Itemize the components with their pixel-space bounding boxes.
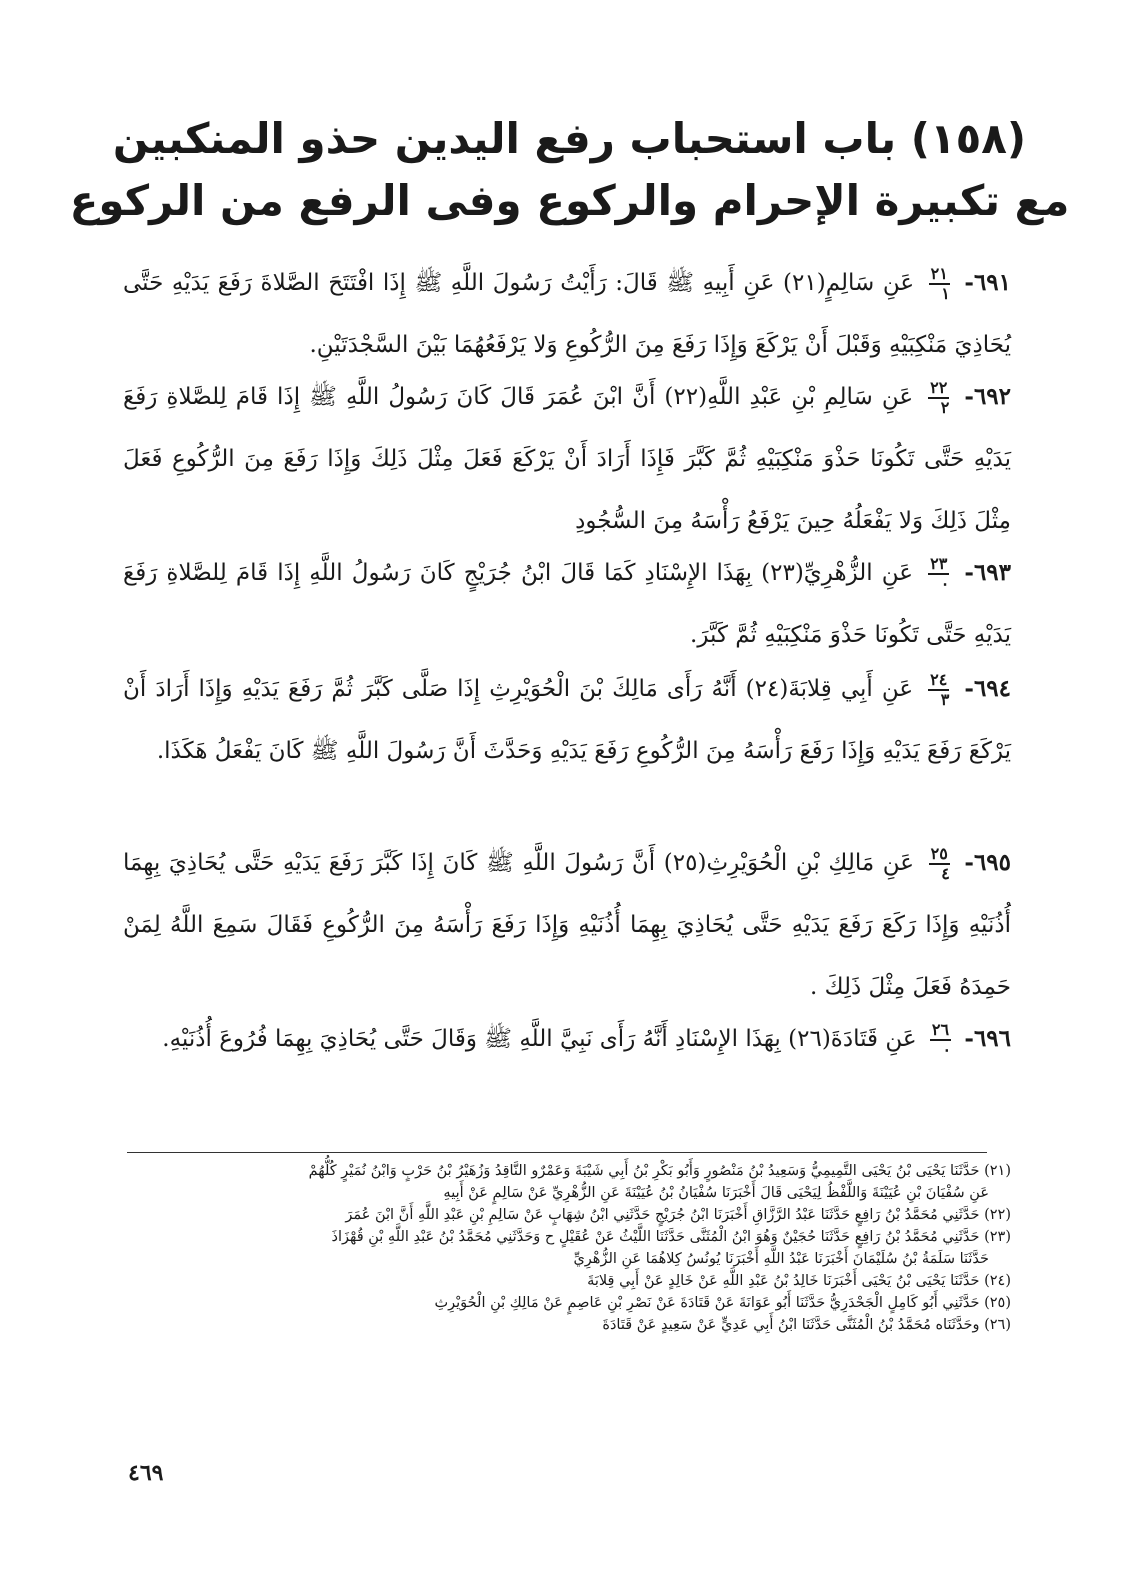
hadith-number: ٦٩٤- xyxy=(964,675,1011,702)
footnote-26 xyxy=(121,1314,1011,1336)
hadith-fraction: $\frac{٢٢}{٢}$ xyxy=(930,378,950,417)
page-number: ٤٦٩ xyxy=(128,1460,164,1486)
hadith-number: ٦٩٣- xyxy=(964,559,1011,586)
chapter-title-line-2: مع تكبيرة الإحرام والركوع وفى الرفع من الركوع xyxy=(69,176,1070,225)
hadith-number: ٦٩٥- xyxy=(964,849,1012,876)
footnotes xyxy=(121,1160,1011,1336)
hadith-696 xyxy=(123,1008,1011,1070)
hadith-693 xyxy=(123,542,1011,666)
footnote-text: حَدَّثَنِي مُحَمَّدُ بْنُ رَافِعٍ حَدَّثَنَا حُجَيْنٌ وَهُوَ ابْنُ الْمُثَنَّى حَدَّثَنَا اللَّيْثُ عَنْ عُقَيْلٍ ح وَحَدَّثَنِي مُحَمَّدُ بْنُ عَبْدِ اللَّهِ بْنِ قُهْزَاذَ xyxy=(331,1229,980,1245)
hadith-text: عَنِ الزُّهْرِيِّ(٢٣) بِهَذَا الإِسْنَادِ كَمَا قَالَ ابْنُ جُرَيْجٍ كَانَ رَسُولُ اللَّهِ إِذَا قَامَ لِلصَّلاةِ رَفَعَ يَدَيْهِ حَتَّى تَكُونَا حَذْوَ مَنْكِبَيْهِ ثُمَّ كَبَّرَ. xyxy=(123,560,1011,648)
hadith-694 xyxy=(123,658,1011,782)
hadith-691 xyxy=(123,252,1011,376)
hadith-text: عَنِ قَتَادَةَ(٢٦) بِهَذَا الإِسْنَادِ أَنَّهُ رَأَى نَبِيَّ اللَّهِ ﷺ وَقَالَ حَتَّى يُحَاذِيَ بِهِمَا فُرُوعَ أُذُنَيْهِ. xyxy=(162,1026,917,1052)
hadith-695 xyxy=(123,832,1011,1018)
hadith-number: ٦٩١- xyxy=(964,269,1011,296)
footnote-label: (٢٦) xyxy=(984,1317,1011,1333)
footnote-text: وحَدَّثَنَاه مُحَمَّدُ بْنُ الْمُثَنَّى حَدَّثَنَا ابْنُ أَبِي عَدِيٍّ عَنْ سَعِيدٍ عَنْ قَتَادَةَ xyxy=(602,1317,980,1333)
hadith-text: عَنِ سَالِمٍ(٢١) عَنِ أَبِيهِ ﷺ قَالَ: رَأَيْتُ رَسُولَ اللَّهِ ﷺ إِذَا افْتَتَحَ الصَّلاةَ رَفَعَ يَدَيْهِ حَتَّى يُحَاذِيَ مَنْكِبَيْهِ وَقَبْلَ أَنْ يَرْكَعَ وَإِذَا رَفَعَ مِنَ الرُّكُوعِ وَلا يَرْفَعُهُمَا بَيْنَ السَّجْدَتَيْنِ. xyxy=(123,270,1011,358)
hadith-fraction: $\frac{٢١}{١}$ xyxy=(930,264,950,303)
footnote-21 xyxy=(121,1160,1011,1204)
footnote-label: (٢٢) xyxy=(984,1207,1011,1223)
hadith-text: عَنِ أَبِي قِلابَةَ(٢٤) أَنَّهُ رَأَى مَالِكَ بْنَ الْحُوَيْرِثِ إِذَا صَلَّى كَبَّرَ ثُمَّ رَفَعَ يَدَيْهِ وَإِذَا أَرَادَ أَنْ يَرْكَعَ رَفَعَ يَدَيْهِ وَإِذَا رَفَعَ رَأْسَهُ مِنَ الرُّكُوعِ رَفَعَ يَدَيْهِ وَحَدَّثَ أَنَّ رَسُولَ اللَّهِ ﷺ كَانَ يَفْعَلُ هَكَذَا. xyxy=(123,676,1011,764)
hadith-text: عَنِ سَالِمِ بْنِ عَبْدِ اللَّهِ(٢٢) أَنَّ ابْنَ عُمَرَ قَالَ كَانَ رَسُولُ اللَّهِ ﷺ إِذَا قَامَ لِلصَّلاةِ رَفَعَ يَدَيْهِ حَتَّى تَكُونَا حَذْوَ مَنْكِبَيْهِ ثُمَّ كَبَّرَ فَإِذَا أَرَادَ أَنْ يَرْكَعَ فَعَلَ مِثْلَ ذَلِكَ وَإِذَا رَفَعَ مِنَ الرُّكُوعِ فَعَلَ مِثْلَ ذَلِكَ وَلا يَفْعَلُهُ حِينَ يَرْفَعُ رَأْسَهُ مِنَ السُّجُودِ xyxy=(123,384,1011,534)
footnote-22 xyxy=(121,1204,1011,1226)
footnote-text: حَدَّثَنِي مُحَمَّدُ بْنُ رَافِعٍ حَدَّثَنَا عَبْدُ الرَّزَّاقِ أَخْبَرَنَا ابْنُ جُرَيْجٍ حَدَّثَنِي ابْنُ شِهَابٍ عَنْ سَالِمِ بْنِ عَبْدِ اللَّهِ أَنَّ ابْنَ عُمَرَ xyxy=(345,1207,980,1223)
footnote-label: (٢٣) xyxy=(984,1229,1011,1245)
footnote-text: حَدَّثَنَا يَحْيَى بْنُ يَحْيَى أَخْبَرَنَا خَالِدُ بْنُ عَبْدِ اللَّهِ عَنْ خَالِدٍ عَنْ أَبِي قِلابَةَ xyxy=(587,1273,980,1289)
hadith-fraction: $\frac{٢٤}{٣}$ xyxy=(930,670,950,709)
footnote-text: حَدَّثَنِي أَبُو كَامِلٍ الْجَحْدَرِيُّ حَدَّثَنَا أَبُو عَوَانَةَ عَنْ قَتَادَةَ عَنْ نَصْرِ بْنِ عَاصِمٍ عَنْ مَالِكِ بْنِ الْحُوَيْرِثِ xyxy=(434,1295,980,1311)
footnote-text: حَدَّثَنَا يَحْيَى بْنُ يَحْيَى التَّمِيمِيُّ وَسَعِيدُ بْنُ مَنْصُورٍ وَأَبُو بَكْرِ بْنُ أَبِي شَيْبَةَ وَعَمْرٌو النَّاقِدُ وَزُهَيْرُ بْنُ حَرْبٍ وَابْنُ نُمَيْرٍ كُلُّهُمْ xyxy=(308,1163,980,1179)
hadith-fraction: $\frac{٢٣}{٠}$ xyxy=(930,554,950,593)
hadith-text: عَنِ مَالِكِ بْنِ الْحُوَيْرِثِ(٢٥) أَنَّ رَسُولَ اللَّهِ ﷺ كَانَ إِذَا كَبَّرَ رَفَعَ يَدَيْهِ حَتَّى يُحَاذِيَ بِهِمَا أُذُنَيْهِ وَإِذَا رَكَعَ رَفَعَ يَدَيْهِ حَتَّى يُحَاذِيَ بِهِمَا أُذُنَيْهِ وَإِذَا رَفَعَ رَأْسَهُ مِنَ الرُّكُوعِ فَقَالَ سَمِعَ اللَّهُ لِمَنْ حَمِدَهُ فَعَلَ مِثْلَ ذَلِكَ . xyxy=(123,850,1011,1000)
hadith-fraction: $\frac{٢٥}{٤}$ xyxy=(930,844,950,883)
footnote-24 xyxy=(121,1270,1011,1292)
hadith-fraction: $\frac{٢٦}{٠}$ xyxy=(931,1020,952,1059)
footnote-label: (٢٤) xyxy=(984,1273,1011,1289)
footnote-continuation: حَدَّثَنَا سَلَمَةُ بْنُ سُلَيْمَانَ أَخْبَرَنَا عَبْدُ اللَّهِ أَخْبَرَنَا يُونُسُ كِلاهُمَا عَنِ الزُّهْرِيِّ xyxy=(573,1251,989,1267)
hadith-number: ٦٩٢- xyxy=(964,383,1011,410)
chapter-title-line-1: (١٥٨) باب استحباب رفع اليدين حذو المنكبين xyxy=(112,114,1027,163)
hadith-692 xyxy=(123,366,1011,552)
footnote-continuation: عَنِ سُفْيَانَ بْنِ عُيَيْنَةَ وَاللَّفْظُ لِيَحْيَى قَالَ أَخْبَرَنَا سُفْيَانُ بْنُ عُيَيْنَةَ عَنِ الزُّهْرِيِّ عَنْ سَالِمٍ عَنْ أَبِيهِ xyxy=(443,1185,989,1201)
chapter-title xyxy=(0,108,1139,232)
hadith-number: ٦٩٦- xyxy=(964,1025,1011,1052)
footnote-23 xyxy=(121,1226,1011,1270)
footnote-label: (٢١) xyxy=(984,1163,1011,1179)
footnote-label: (٢٥) xyxy=(984,1295,1011,1311)
footnote-25 xyxy=(121,1292,1011,1314)
footnote-divider xyxy=(127,1152,987,1153)
